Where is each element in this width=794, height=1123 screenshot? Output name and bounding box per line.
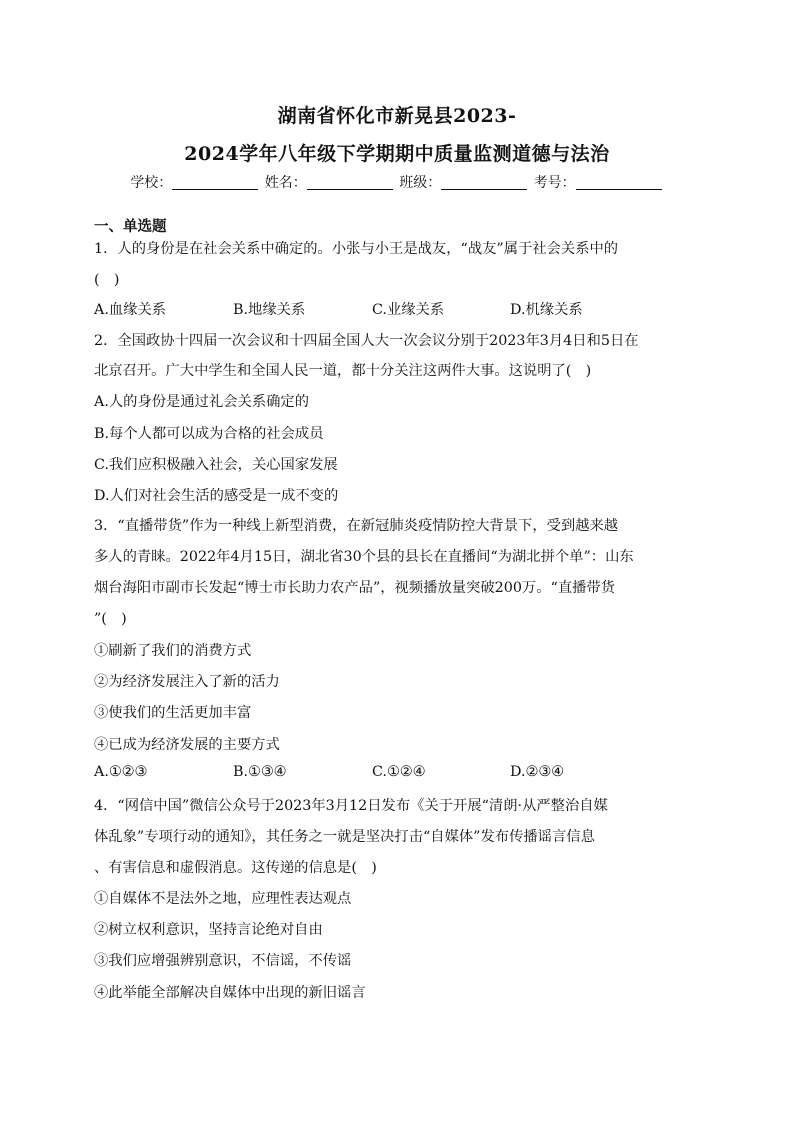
statement-1: ①自媒体不是法外之地，应理性表达观点 bbox=[94, 891, 352, 907]
option-a: A.①②③ bbox=[94, 764, 148, 780]
statement-1: ①刷新了我们的消费方式 bbox=[94, 643, 252, 659]
name-blank bbox=[307, 175, 393, 190]
option-a: A.血缘关系 bbox=[94, 302, 167, 318]
statement-4: ④已成为经济发展的主要方式 bbox=[94, 737, 280, 753]
option-c: C.业缘关系 bbox=[372, 302, 445, 318]
option-d: D.②③④ bbox=[510, 764, 564, 780]
option-a: A.人的身份是通过礼会关系确定的 bbox=[94, 394, 310, 410]
class-label: 班级： bbox=[399, 175, 442, 191]
question-4-text: 、有害信息和虚假消息。这传递的信息是( ) bbox=[94, 860, 377, 876]
name-label: 姓名： bbox=[264, 175, 307, 191]
school-blank bbox=[172, 175, 258, 190]
question-3-text: 3．“直播带货”作为一种线上新型消费，在新冠肺炎疫情防控大背景下，受到越来越 bbox=[94, 518, 619, 534]
statement-4: ④此举能全部解决自媒体中出现的新旧谣言 bbox=[94, 985, 366, 1001]
question-2-text: 2．全国政协十四届一次会议和十四届全国人大一次会议分别于2023年3月4日和5日在 bbox=[94, 333, 639, 349]
question-3-text: 多人的青睐。2022年4月15日，湖北省30个县的县长在直播间“为湖北拼个单”：山东 bbox=[94, 549, 634, 565]
option-c: C.我们应积极融入社会，关心国家发展 bbox=[94, 457, 338, 473]
question-3-text: ”( ) bbox=[94, 611, 127, 627]
question-4-text: 4．“网信中国”微信公众号于2023年3月12日发布《关于开展“清朗·从严整治自媒 bbox=[94, 798, 608, 814]
statement-2: ②为经济发展注入了新的活力 bbox=[94, 674, 280, 690]
exam-no-label: 考号： bbox=[533, 175, 576, 191]
section-heading: 一、单选题 bbox=[94, 219, 167, 235]
exam-title-line2: 2024学年八年级下学期期中质量监测道德与法治 bbox=[184, 143, 610, 165]
statement-2: ②树立权利意识，坚持言论绝对自由 bbox=[94, 922, 323, 938]
question-1-text: 1．人的身份是在社会关系中确定的。小张与小王是战友，“战友”属于社会关系中的 bbox=[94, 241, 619, 257]
exam-title-line1: 湖南省怀化市新晃县2023- bbox=[277, 105, 517, 127]
question-4-text: 体乱象”专项行动的通知》，其任务之一就是坚决打击“自媒体”发布传播谣言信息 bbox=[94, 829, 595, 845]
statement-3: ③我们应增强辨别意识，不信谣，不传谣 bbox=[94, 953, 352, 969]
student-info-row bbox=[0, 172, 794, 192]
option-b: B.①③④ bbox=[233, 764, 287, 780]
class-blank bbox=[441, 175, 527, 190]
statement-3: ③使我们的生活更加丰富 bbox=[94, 705, 252, 721]
option-b: B.每个人都可以成为合格的社会成员 bbox=[94, 426, 324, 442]
option-d: D.机缘关系 bbox=[510, 302, 583, 318]
question-3-text: 烟台海阳市副市长发起“博士市长助力农产品”，视频播放量突破200万。“直播带货 bbox=[94, 580, 616, 596]
exam-no-blank bbox=[576, 175, 662, 190]
option-d: D.人们对社会生活的感受是一成不变的 bbox=[94, 488, 339, 504]
option-b: B.地缘关系 bbox=[233, 302, 306, 318]
question-1-text: ( ) bbox=[94, 272, 120, 288]
option-c: C.①②④ bbox=[372, 764, 426, 780]
question-2-text: 北京召开。广大中学生和全国人民一道，都十分关注这两件大事。这说明了( ) bbox=[94, 363, 592, 379]
school-label: 学校： bbox=[130, 175, 173, 191]
